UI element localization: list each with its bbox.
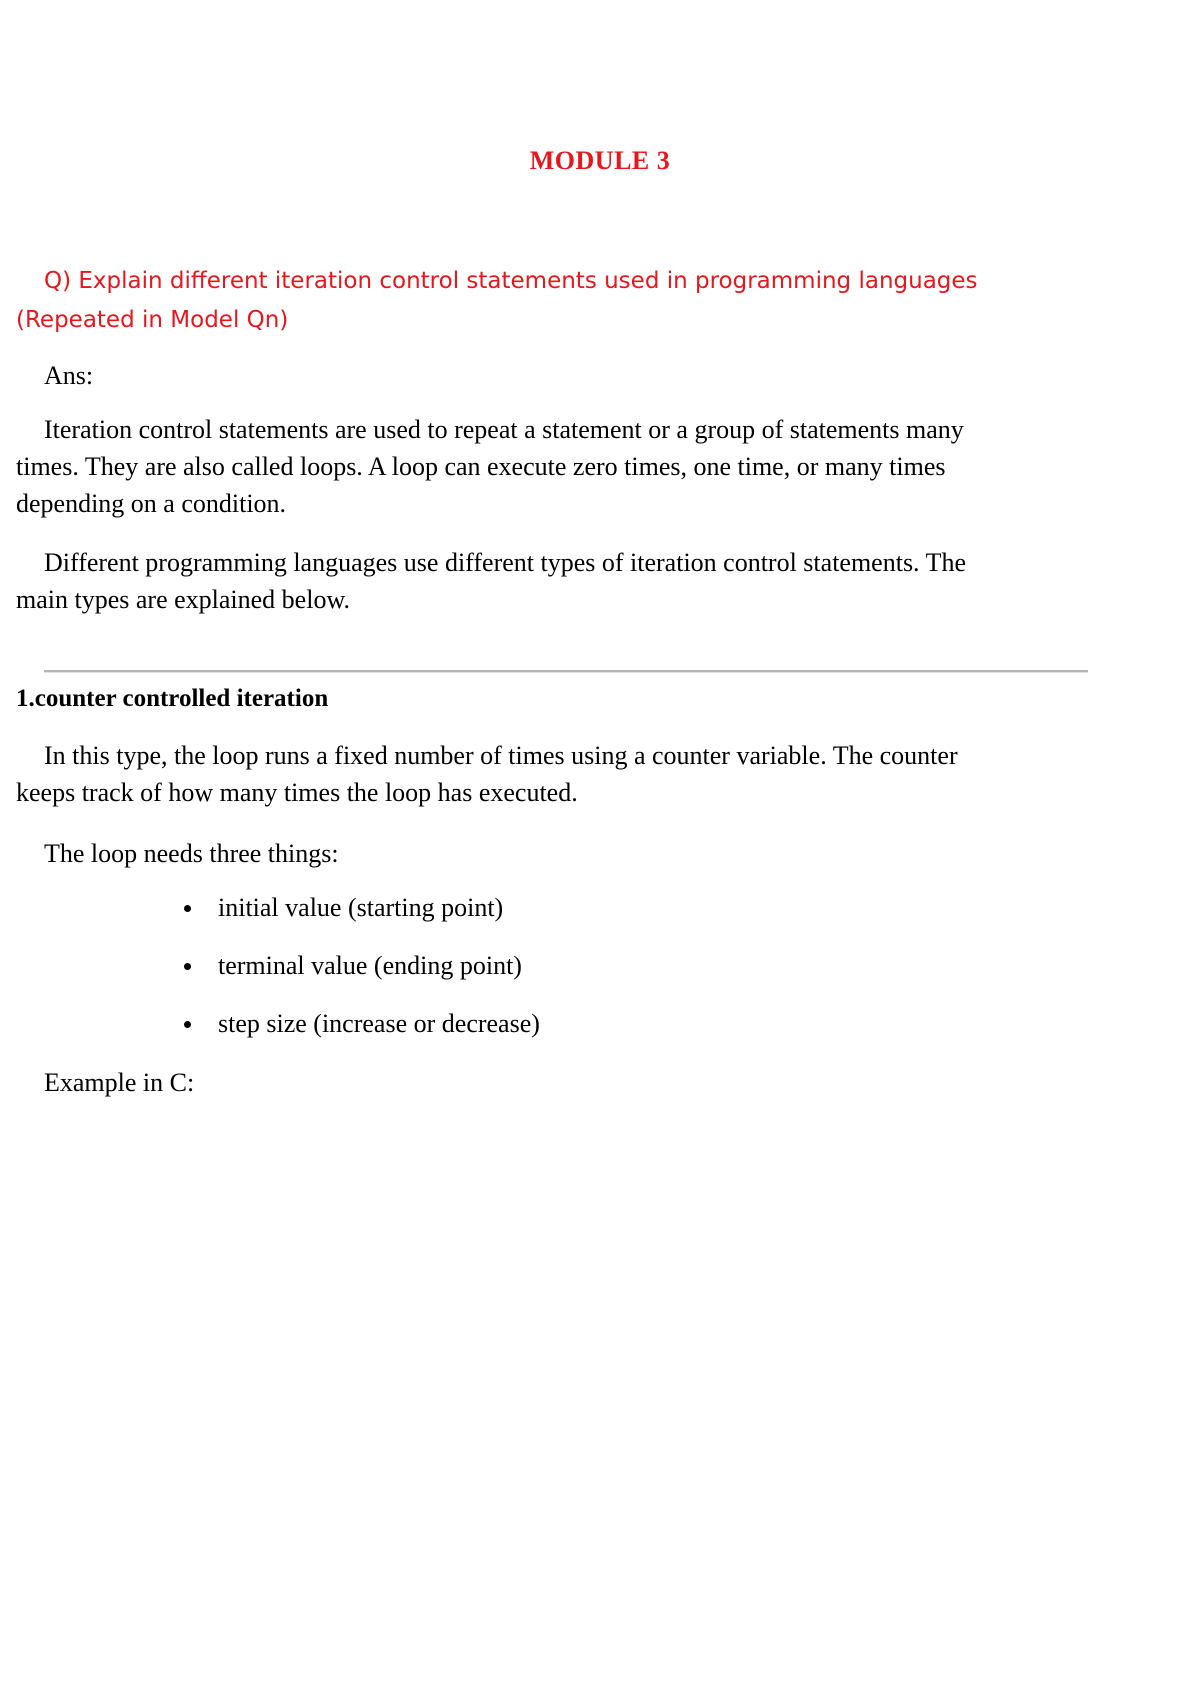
list-item-text: terminal value (ending point) <box>218 951 522 980</box>
answer-label-paragraph <box>16 357 1096 394</box>
intro-paragraph-2 <box>16 544 1096 618</box>
list-item <box>180 948 540 1006</box>
horizontal-rule <box>44 670 1088 672</box>
example-label: Example in C: <box>44 1068 195 1097</box>
list-item-text: initial value (starting point) <box>218 893 504 922</box>
section-1-p1-line-1: In this type, the loop runs a fixed number of times using a counter variable. The counter <box>44 741 958 770</box>
intro-p1-line-1: Iteration control statements are used to repeat a statement or a group of statements many <box>44 415 964 444</box>
bullet-dot-icon <box>184 963 191 970</box>
loop-requirements-list <box>180 890 540 1064</box>
loop-needs-paragraph <box>16 835 1096 872</box>
list-item <box>180 1006 540 1064</box>
intro-p2-line-1: Different programming languages use different types of iteration control statements. The <box>44 548 967 577</box>
intro-p1-line-3: depending on a condition. <box>16 489 287 518</box>
list-item-text: step size (increase or decrease) <box>218 1009 540 1038</box>
bullet-dot-icon <box>184 905 191 912</box>
bullet-dot-icon <box>184 1021 191 1028</box>
section-1-paragraph-1 <box>16 737 1096 811</box>
example-paragraph <box>16 1064 1096 1101</box>
section-1-p1-line-2: keeps track of how many times the loop has executed. <box>16 778 578 807</box>
question-line-2: (Repeated in Model Qn) <box>16 307 289 333</box>
intro-p2-line-2: main types are explained below. <box>16 585 351 614</box>
module-title: MODULE 3 <box>529 146 671 175</box>
question-line-1: Q) Explain different iteration control statements used in programming languages <box>44 268 978 294</box>
loop-needs-text: The loop needs three things: <box>44 839 339 868</box>
intro-p1-line-2: times. They are also called loops. A loop can execute zero times, one time, or many times <box>16 452 946 481</box>
intro-paragraph-1 <box>16 411 1096 522</box>
question-block <box>16 262 1166 340</box>
answer-label: Ans: <box>44 361 94 390</box>
section-1-heading: 1.counter controlled iteration <box>16 685 329 712</box>
list-item <box>180 890 540 948</box>
